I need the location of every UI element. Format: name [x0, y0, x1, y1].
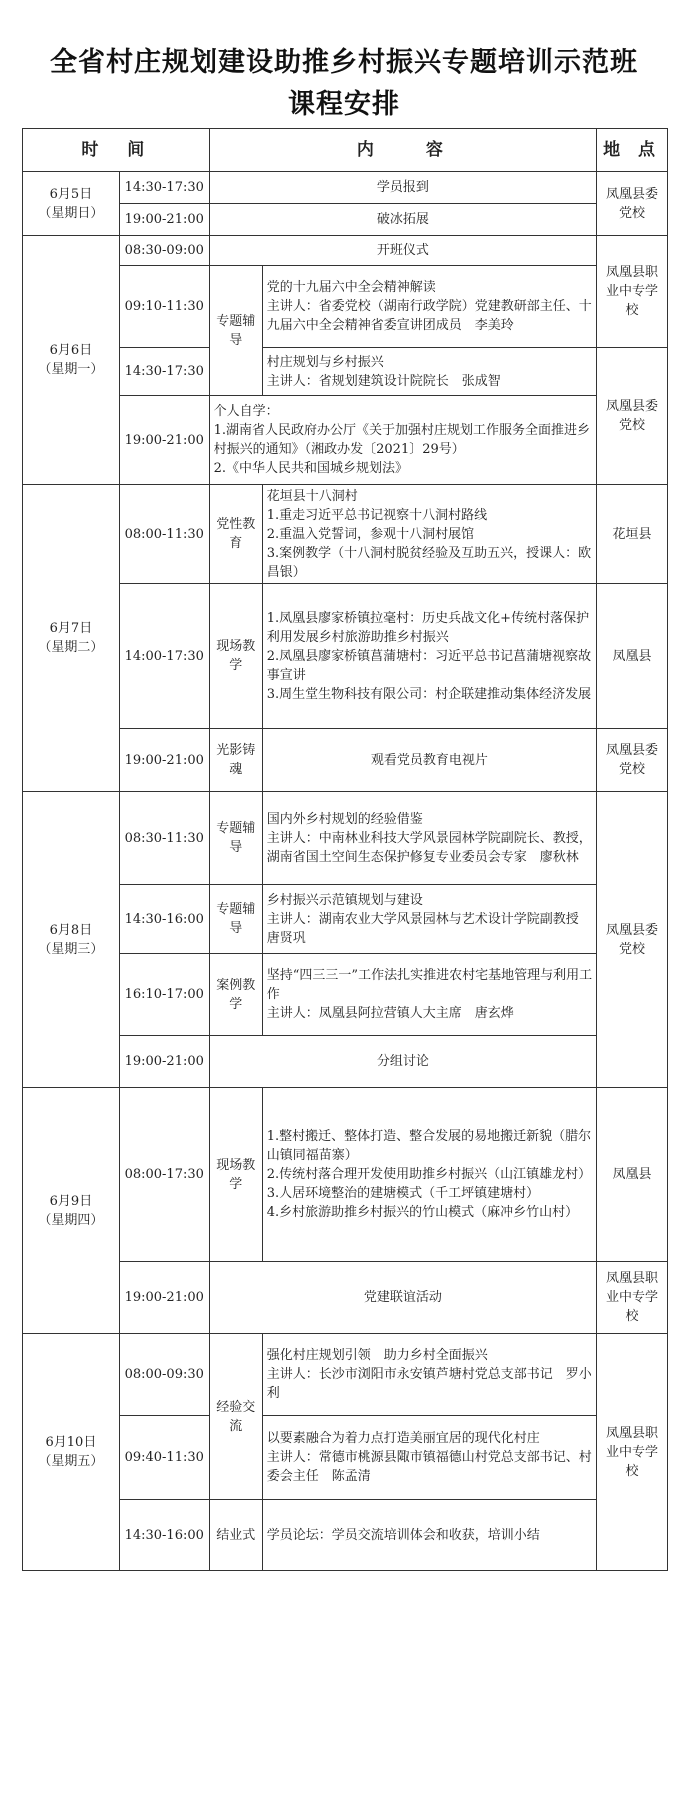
- place-cell: 凤凰县委党校: [597, 348, 668, 485]
- type-cell: 案例教学: [209, 954, 262, 1036]
- content-cell: 破冰拓展: [209, 204, 596, 236]
- time-cell: 19:00-21:00: [119, 1262, 209, 1334]
- date-cell: 6月5日 （星期日）: [23, 172, 120, 236]
- content-cell: 个人自学： 1.湖南省人民政府办公厅《关于加强村庄规划工作服务全面推进乡村振兴的通知》（湘政办发〔2021〕29号） 2.《中华人民共和国城乡规划法》: [209, 396, 596, 485]
- place-cell: 凤凰县: [597, 1088, 668, 1262]
- content-cell: 1.整村搬迁、整体打造、整合发展的易地搬迁新貌（腊尔山镇同福苗寨） 2.传统村落合理开发使用助推乡村振兴（山江镇雄龙村） 3.人居环境整治的建塘模式（千工坪镇建塘村） 4.乡村旅游助推乡村振兴的竹山模式（麻冲乡竹山村）: [262, 1088, 596, 1262]
- time-cell: 19:00-21:00: [119, 729, 209, 792]
- time-cell: 19:00-21:00: [119, 1036, 209, 1088]
- place-cell: 凤凰县职业中专学校: [597, 1262, 668, 1334]
- content-cell: 坚持“四三三一”工作法扎实推进农村宅基地管理与利用工作 主讲人：凤凰县阿拉营镇人大主席 唐玄烨: [262, 954, 596, 1036]
- type-cell: 专题辅导: [209, 885, 262, 954]
- content-cell: 国内外乡村规划的经验借鉴 主讲人：中南林业科技大学风景园林学院副院长、教授，湖南省国土空间生态保护修复专业委员会专家 廖秋林: [262, 792, 596, 885]
- content-cell: 花垣县十八洞村 1.重走习近平总书记视察十八洞村路线 2.重温入党誓词，参观十八洞村展馆 3.案例教学（十八洞村脱贫经验及互助五兴，授课人：欧昌银）: [262, 485, 596, 584]
- content-cell: 村庄规划与乡村振兴 主讲人：省规划建筑设计院院长 张成智: [262, 348, 596, 396]
- place-cell: 凤凰县职业中专学校: [597, 1334, 668, 1571]
- content-cell: 学员论坛：学员交流培训体会和收获，培训小结: [262, 1500, 596, 1571]
- type-cell: 现场教学: [209, 584, 262, 729]
- table-row: [23, 172, 668, 204]
- schedule-table: [22, 128, 668, 1571]
- page-title: 全省村庄规划建设助推乡村振兴专题培训示范班: [50, 47, 638, 78]
- table-row: [23, 1334, 668, 1416]
- time-cell: 19:00-21:00: [119, 396, 209, 485]
- content-cell: 学员报到: [209, 172, 596, 204]
- table-row: [23, 396, 668, 485]
- place-cell: 花垣县: [597, 485, 668, 584]
- time-cell: 14:30-17:30: [119, 172, 209, 204]
- header-row: [23, 129, 668, 172]
- type-cell: 专题辅导: [209, 792, 262, 885]
- type-cell: 光影铸魂: [209, 729, 262, 792]
- content-cell: 开班仪式: [209, 236, 596, 266]
- page-subtitle: 课程安排: [288, 89, 400, 120]
- time-cell: 14:30-16:00: [119, 885, 209, 954]
- time-cell: 09:40-11:30: [119, 1416, 209, 1500]
- table-row: [23, 266, 668, 348]
- time-cell: 08:30-11:30: [119, 792, 209, 885]
- table-row: [23, 954, 668, 1036]
- content-cell: 观看党员教育电视片: [262, 729, 596, 792]
- table-row: [23, 204, 668, 236]
- place-cell: 凤凰县: [597, 584, 668, 729]
- content-cell: 1.凤凰县廖家桥镇拉毫村：历史兵战文化+传统村落保护利用发展乡村旅游助推乡村振兴 2.凤凰县廖家桥镇菖蒲塘村：习近平总书记菖蒲塘视察故事宣讲 3.周生堂生物科技有限公司：村企联建推动集体经济发展: [262, 584, 596, 729]
- content-cell: 分组讨论: [209, 1036, 596, 1088]
- content-cell: 党建联谊活动: [209, 1262, 596, 1334]
- type-cell: 专题辅导: [209, 266, 262, 396]
- time-cell: 08:00-11:30: [119, 485, 209, 584]
- time-cell: 14:30-17:30: [119, 348, 209, 396]
- table-row: [23, 348, 668, 396]
- place-cell: 凤凰县职业中专学校: [597, 236, 668, 348]
- header-content: 内 容: [209, 129, 596, 172]
- date-cell: 6月9日 （星期四）: [23, 1088, 120, 1334]
- table-row: [23, 1416, 668, 1500]
- table-row: [23, 1088, 668, 1262]
- table-row: [23, 485, 668, 584]
- content-cell: 以要素融合为着力点打造美丽宜居的现代化村庄 主讲人：常德市桃源县陬市镇福德山村党总支部书记、村委会主任 陈孟清: [262, 1416, 596, 1500]
- table-row: [23, 1262, 668, 1334]
- place-cell: 凤凰县委党校: [597, 172, 668, 236]
- date-cell: 6月6日 （星期一）: [23, 236, 120, 485]
- table-row: [23, 885, 668, 954]
- table-row: [23, 1036, 668, 1088]
- time-cell: 14:30-16:00: [119, 1500, 209, 1571]
- table-row: [23, 1500, 668, 1571]
- header-time: 时 间: [23, 129, 210, 172]
- table-row: [23, 584, 668, 729]
- date-cell: 6月8日 （星期三）: [23, 792, 120, 1088]
- type-cell: 党性教育: [209, 485, 262, 584]
- time-cell: 16:10-17:00: [119, 954, 209, 1036]
- time-cell: 14:00-17:30: [119, 584, 209, 729]
- time-cell: 09:10-11:30: [119, 266, 209, 348]
- type-cell: 现场教学: [209, 1088, 262, 1262]
- content-cell: 乡村振兴示范镇规划与建设 主讲人：湖南农业大学风景园林与艺术设计学院副教授 唐贤巩: [262, 885, 596, 954]
- table-row: [23, 792, 668, 885]
- table-row: [23, 236, 668, 266]
- content-cell: 强化村庄规划引领 助力乡村全面振兴 主讲人：长沙市浏阳市永安镇芦塘村党总支部书记 罗小利: [262, 1334, 596, 1416]
- content-cell: 党的十九届六中全会精神解读 主讲人：省委党校（湖南行政学院）党建教研部主任、十九届六中全会精神省委宣讲团成员 李美玲: [262, 266, 596, 348]
- time-cell: 08:00-09:30: [119, 1334, 209, 1416]
- time-cell: 19:00-21:00: [119, 204, 209, 236]
- date-cell: 6月7日 （星期二）: [23, 485, 120, 792]
- place-cell: 凤凰县委党校: [597, 792, 668, 1088]
- type-cell: 结业式: [209, 1500, 262, 1571]
- time-cell: 08:00-17:30: [119, 1088, 209, 1262]
- header-place: 地 点: [597, 129, 668, 172]
- type-cell: 经验交流: [209, 1334, 262, 1500]
- date-cell: 6月10日 （星期五）: [23, 1334, 120, 1571]
- table-row: [23, 729, 668, 792]
- time-cell: 08:30-09:00: [119, 236, 209, 266]
- place-cell: 凤凰县委党校: [597, 729, 668, 792]
